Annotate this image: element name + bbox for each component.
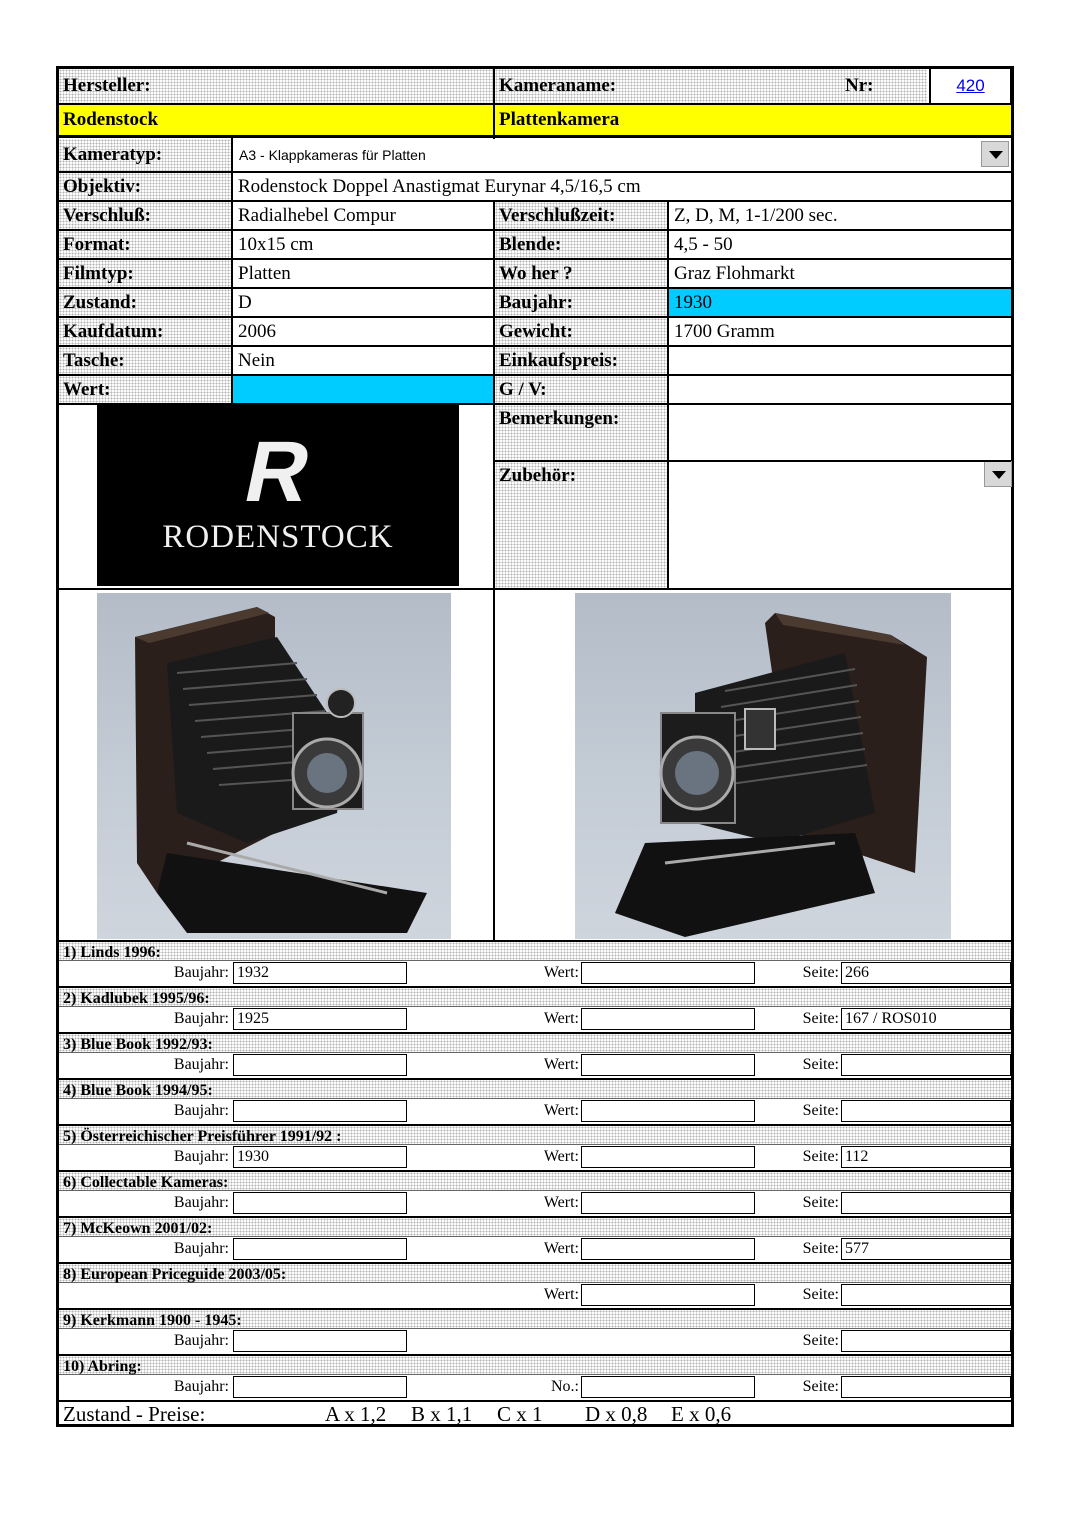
einkaufspreis-value	[669, 347, 1011, 375]
ref-6-seite-label: Seite:	[802, 1194, 839, 1211]
gv-label: G / V:	[495, 376, 667, 404]
ref-1-baujahr-label: Baujahr:	[173, 964, 229, 981]
grid-line	[59, 374, 1011, 376]
ref-2-wert-label: Wert:	[543, 1010, 579, 1027]
format-value: 10x15 cm	[238, 234, 314, 255]
ref-2-baujahr-label: Baujahr:	[173, 1010, 229, 1027]
blende-label: Blende:	[495, 231, 667, 259]
ref-2-seite: 167 / ROS010	[841, 1008, 1011, 1030]
ref-10-no-label: No.:	[551, 1378, 579, 1395]
ref-10-title: 10) Abring:	[59, 1354, 1011, 1375]
ref-7-title: 7) McKeown 2001/02:	[59, 1216, 1011, 1237]
grid-line	[59, 200, 1011, 202]
ref-4-seite-label: Seite:	[802, 1102, 839, 1119]
ref-10-seite-label: Seite:	[802, 1378, 839, 1395]
kameratyp-select[interactable]: A3 - Klappkameras für Platten	[239, 147, 426, 163]
factor-e: E x 0,6	[671, 1402, 732, 1426]
ref-6-title: 6) Collectable Kameras:	[59, 1170, 1011, 1191]
zustand-preise-row	[59, 1400, 1011, 1424]
woher-value: Graz Flohmarkt	[674, 263, 795, 284]
grid-line	[59, 403, 1011, 405]
nr-label: Nr:	[845, 75, 874, 96]
ref-7-seite-label: Seite:	[802, 1240, 839, 1257]
tasche-value: Nein	[238, 350, 275, 371]
camera-left-illustration	[97, 593, 451, 939]
camera-photo-left	[97, 593, 451, 939]
ref-1-wert-label: Wert:	[543, 964, 579, 981]
rodenstock-logo	[97, 405, 459, 586]
filmtyp-value: Platten	[238, 263, 291, 284]
grid-line	[59, 316, 1011, 318]
hersteller-label: Hersteller:	[59, 69, 493, 103]
ref-5-baujahr: 1930	[233, 1146, 407, 1168]
ref-4-wert-label: Wert:	[543, 1102, 579, 1119]
bemerkungen-label: Bemerkungen:	[495, 405, 667, 460]
woher-label: Wo her ?	[495, 260, 667, 288]
zubehoer-dropdown-arrow-icon[interactable]	[984, 461, 1012, 487]
ref-3-wert-label: Wert:	[543, 1056, 579, 1073]
ref-9-title: 9) Kerkmann 1900 - 1945:	[59, 1308, 1011, 1329]
gewicht-label: Gewicht:	[495, 318, 667, 346]
ref-1-title: 1) Linds 1996:	[59, 940, 1011, 961]
ref-3-title: 3) Blue Book 1992/93:	[59, 1032, 1011, 1053]
ref-2-baujahr: 1925	[233, 1008, 407, 1030]
ref-7-baujahr	[233, 1238, 407, 1260]
factor-c: C x 1	[497, 1402, 543, 1426]
ref-2-seite-label: Seite:	[802, 1010, 839, 1027]
grid-line	[59, 287, 1011, 289]
zubehoer-label: Zubehör:	[495, 462, 667, 588]
kameratyp-dropdown-arrow-icon[interactable]	[981, 141, 1009, 167]
bemerkungen-value	[669, 405, 1011, 460]
objektiv-label: Objektiv:	[59, 173, 231, 201]
ref-4-baujahr	[233, 1100, 407, 1122]
verschluss-value: Radialhebel Compur	[238, 205, 396, 226]
ref-7-baujahr-label: Baujahr:	[173, 1240, 229, 1257]
gv-value	[669, 376, 1011, 404]
ref-5-title: 5) Österreichischer Preisführer 1991/92 :	[59, 1124, 1011, 1145]
ref-9-baujahr	[233, 1330, 407, 1352]
blende-value: 4,5 - 50	[674, 234, 733, 255]
camera-record-sheet	[56, 66, 1014, 1427]
ref-3-seite	[841, 1054, 1011, 1076]
tasche-label: Tasche:	[59, 347, 231, 375]
kameraname-value: Plattenkamera	[495, 105, 1011, 135]
factor-a: A x 1,2	[325, 1402, 387, 1426]
gewicht-value: 1700 Gramm	[674, 321, 775, 342]
grid-line	[59, 171, 1011, 173]
ref-10-baujahr-label: Baujahr:	[173, 1378, 229, 1395]
kameraname-label	[495, 69, 927, 103]
ref-10-baujahr	[233, 1376, 407, 1398]
ref-5-seite-label: Seite:	[802, 1148, 839, 1165]
ref-9-seite-label: Seite:	[802, 1332, 839, 1349]
camera-photo-right	[575, 593, 951, 939]
grid-line	[59, 229, 1011, 231]
grid-line	[59, 345, 1011, 347]
logo-mark: R	[236, 424, 320, 520]
baujahr-label: Baujahr:	[495, 289, 667, 317]
grid-line	[493, 200, 495, 940]
ref-10-seite	[841, 1376, 1011, 1398]
nr-link[interactable]: 420	[929, 69, 1011, 103]
grid-line	[59, 258, 1011, 260]
ref-5-wert-label: Wert:	[543, 1148, 579, 1165]
ref-9-seite	[841, 1330, 1011, 1352]
ref-6-wert-label: Wert:	[543, 1194, 579, 1211]
grid-line	[495, 460, 1011, 462]
verschlusszeit-label: Verschlußzeit:	[495, 202, 667, 230]
ref-4-seite	[841, 1100, 1011, 1122]
camera-right-illustration	[575, 593, 951, 939]
ref-6-baujahr-label: Baujahr:	[173, 1194, 229, 1211]
verschluss-label: Verschluß:	[59, 202, 231, 230]
ref-1-seite-label: Seite:	[802, 964, 839, 981]
zustand-label: Zustand:	[59, 289, 231, 317]
ref-7-wert-label: Wert:	[543, 1240, 579, 1257]
wert-label: Wert:	[59, 376, 231, 404]
ref-5-seite: 112	[841, 1146, 1011, 1168]
wert-value	[233, 376, 493, 404]
filmtyp-label: Filmtyp:	[59, 260, 231, 288]
ref-4-baujahr-label: Baujahr:	[173, 1102, 229, 1119]
ref-3-seite-label: Seite:	[802, 1056, 839, 1073]
ref-8-title: 8) European Priceguide 2003/05:	[59, 1262, 1011, 1283]
grid-line	[59, 103, 1011, 105]
grid-line	[493, 105, 495, 139]
ref-4-title: 4) Blue Book 1994/95:	[59, 1078, 1011, 1099]
grid-line	[59, 588, 1011, 590]
ref-6-baujahr	[233, 1192, 407, 1214]
ref-3-baujahr-label: Baujahr:	[173, 1056, 229, 1073]
logo-text: RODENSTOCK	[162, 519, 394, 555]
zustand-preise-label: Zustand - Preise:	[63, 1402, 206, 1426]
factor-d: D x 0,8	[585, 1402, 648, 1426]
ref-8-seite	[841, 1284, 1011, 1306]
ref-9-baujahr-label: Baujahr:	[173, 1332, 229, 1349]
ref-8-seite-label: Seite:	[802, 1286, 839, 1303]
kameraname-label-text: Kameraname:	[499, 75, 617, 96]
ref-2-title: 2) Kadlubek 1995/96:	[59, 986, 1011, 1007]
zustand-value: D	[238, 292, 252, 313]
ref-7-seite: 577	[841, 1238, 1011, 1260]
ref-8-wert-label: Wert:	[543, 1286, 579, 1303]
ref-1-baujahr: 1932	[233, 962, 407, 984]
objektiv-value: Rodenstock Doppel Anastigmat Eurynar 4,5/16,5 cm	[238, 176, 641, 197]
ref-5-baujahr-label: Baujahr:	[173, 1148, 229, 1165]
hersteller-value: Rodenstock	[59, 105, 493, 135]
grid-line	[231, 138, 233, 405]
ref-3-baujahr	[233, 1054, 407, 1076]
ref-1-seite: 266	[841, 962, 1011, 984]
grid-line	[493, 69, 495, 105]
format-label: Format:	[59, 231, 231, 259]
factor-b: B x 1,1	[411, 1402, 473, 1426]
ref-6-seite	[841, 1192, 1011, 1214]
grid-line	[59, 135, 1011, 138]
einkaufspreis-label: Einkaufspreis:	[495, 347, 667, 375]
grid-line	[667, 200, 669, 590]
zubehoer-value	[669, 462, 1011, 588]
kaufdatum-value: 2006	[238, 321, 276, 342]
kaufdatum-label: Kaufdatum:	[59, 318, 231, 346]
kameratyp-label: Kameratyp:	[59, 139, 231, 171]
baujahr-value: 1930	[669, 289, 1011, 317]
verschlusszeit-value: Z, D, M, 1-1/200 sec.	[674, 205, 838, 226]
